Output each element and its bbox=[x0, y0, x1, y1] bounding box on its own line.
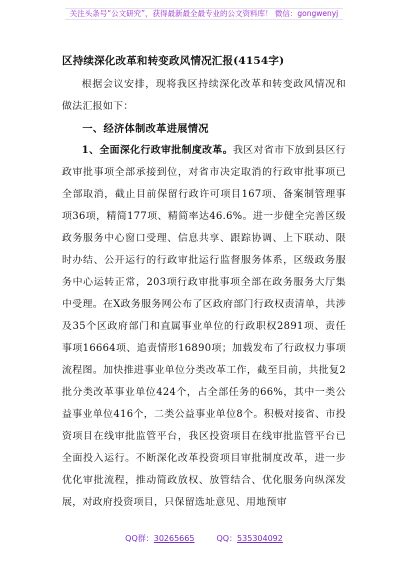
subsection-heading: 1、全面深化行政审批制度改革。 bbox=[81, 145, 233, 156]
qq-group-number: 30265665 bbox=[153, 534, 195, 543]
subsection-body: 我区对省市下放到县区行政审批事项全部承接到位，对省市决定取消的行政审批事项已全部取消，截止目前保留行政许可项目167项、备案制管理事项36项，精简177项、精简率达46.6%。进一步健全完善区级政务服务中心窗口受理、信息共享、跟踪协调、上下联动、限时办结、公开运行的行政审批运行监督服务体系，区级政务服务中心运转正常，203项行政审批事项全部在政务服务大厅集中受理。在X政务服务网公布了区政府部门行政权责清单，共涉及35个区政府部门和直属事业单位的行政职权2891项、责任事项16664项、追责情形16890项；加载发布了行政权力事项流程图。加快推进事业单位分类改革工作，截至目前，共批复2批分类改革事业单位424个，占全部任务的66%，其中一类公益事业单位416个，二类公益事业单位8个。积极对接省、市投资项目在线审批监管平台，我区投资项目在线审批监管平台已全面投入运行。不断深化改革投资项目审批制度改革，进一步优化审批流程，推动简政放权、放管结合、优化服务向纵深发展，对政府投资项目，只保留选址意见、用地预审 bbox=[62, 145, 346, 508]
document-title: 区持续深化改革和转变政风情况汇报(4154字) bbox=[62, 55, 285, 67]
top-banner bbox=[0, 8, 408, 20]
qq-number: 535304092 bbox=[237, 534, 283, 543]
section-paragraph bbox=[62, 140, 346, 514]
section-heading: 一、经济体制改革进展情况 bbox=[82, 123, 209, 135]
qq-group-label: QQ群： bbox=[125, 534, 154, 543]
document-body bbox=[62, 54, 346, 514]
banner-text: 关注头条号“公文研究”，获得最新最全最专业的公文资料库！ 微信：gongwenyj bbox=[65, 8, 344, 20]
intro-paragraph: 根据会议安排，现将我区持续深化改革和转变政风情况和做法汇报如下： bbox=[62, 79, 346, 112]
qq-label: QQ： bbox=[216, 534, 238, 543]
footer-contact bbox=[0, 533, 408, 545]
